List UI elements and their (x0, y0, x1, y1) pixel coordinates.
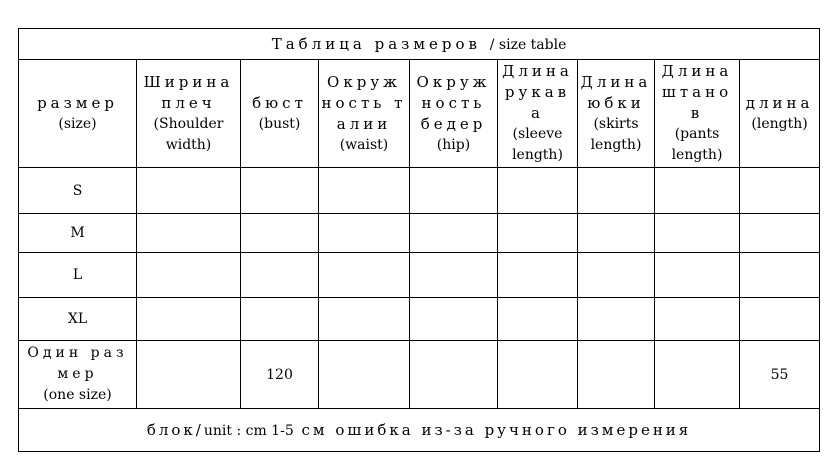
table-row (19, 214, 820, 253)
size-label-one-size: Один размер (one size) (19, 341, 137, 409)
footer-unit-ru: блок/ (146, 421, 204, 439)
size-label: M (19, 214, 137, 253)
size-rows (19, 168, 820, 409)
cell (740, 214, 820, 253)
header-hip: Окружность бедер (hip) (410, 60, 498, 168)
size-table (18, 28, 820, 452)
cell (319, 341, 410, 409)
cell (137, 341, 241, 409)
cell (410, 214, 498, 253)
cell (655, 298, 740, 341)
cell (740, 168, 820, 214)
cell (498, 341, 578, 409)
cell (410, 253, 498, 298)
header-sleeve: Длина рукава (sleeve length) (498, 60, 578, 168)
cell (241, 253, 319, 298)
cell (578, 214, 655, 253)
cell (655, 168, 740, 214)
cell (740, 253, 820, 298)
cell (578, 341, 655, 409)
table-row (19, 168, 820, 214)
cell (410, 341, 498, 409)
cell (241, 168, 319, 214)
footer-unit-en: unit : cm 1-5 (203, 423, 294, 439)
header-bust: бюст (bust) (241, 60, 319, 168)
cell (137, 168, 241, 214)
cell-length: 55 (740, 341, 820, 409)
cell (319, 253, 410, 298)
cell (578, 298, 655, 341)
header-size: размер (size) (19, 60, 137, 168)
header-row (19, 60, 820, 168)
cell (410, 168, 498, 214)
header-waist: Окружность талии (waist) (319, 60, 410, 168)
cell (410, 298, 498, 341)
cell (655, 253, 740, 298)
cell (319, 168, 410, 214)
header-pants: Длина штанов (pants length) (655, 60, 740, 168)
cell (498, 214, 578, 253)
cell (319, 298, 410, 341)
size-label: L (19, 253, 137, 298)
cell (655, 341, 740, 409)
table-row (19, 298, 820, 341)
size-label: XL (19, 298, 137, 341)
cell (498, 168, 578, 214)
cell (578, 253, 655, 298)
cell (740, 298, 820, 341)
header-length: длина (length) (740, 60, 820, 168)
size-label: S (19, 168, 137, 214)
cell (578, 168, 655, 214)
cell (137, 253, 241, 298)
cell (241, 214, 319, 253)
table-row (19, 253, 820, 298)
cell-bust: 120 (241, 341, 319, 409)
cell (137, 214, 241, 253)
header-shoulder: Ширина плеч (Shoulder width) (137, 60, 241, 168)
cell (498, 253, 578, 298)
cell (498, 298, 578, 341)
table-row-one-size (19, 341, 820, 409)
cell (241, 298, 319, 341)
cell (319, 214, 410, 253)
table-footer (19, 409, 820, 452)
cell (655, 214, 740, 253)
table-title-ru: Таблица размеров (271, 35, 481, 53)
footer-note: см ошибка из-за ручного измерения (301, 421, 692, 439)
table-title-en: / size table (489, 37, 567, 53)
cell (137, 298, 241, 341)
header-skirt: Длина юбки (skirts length) (578, 60, 655, 168)
table-title (19, 29, 820, 60)
